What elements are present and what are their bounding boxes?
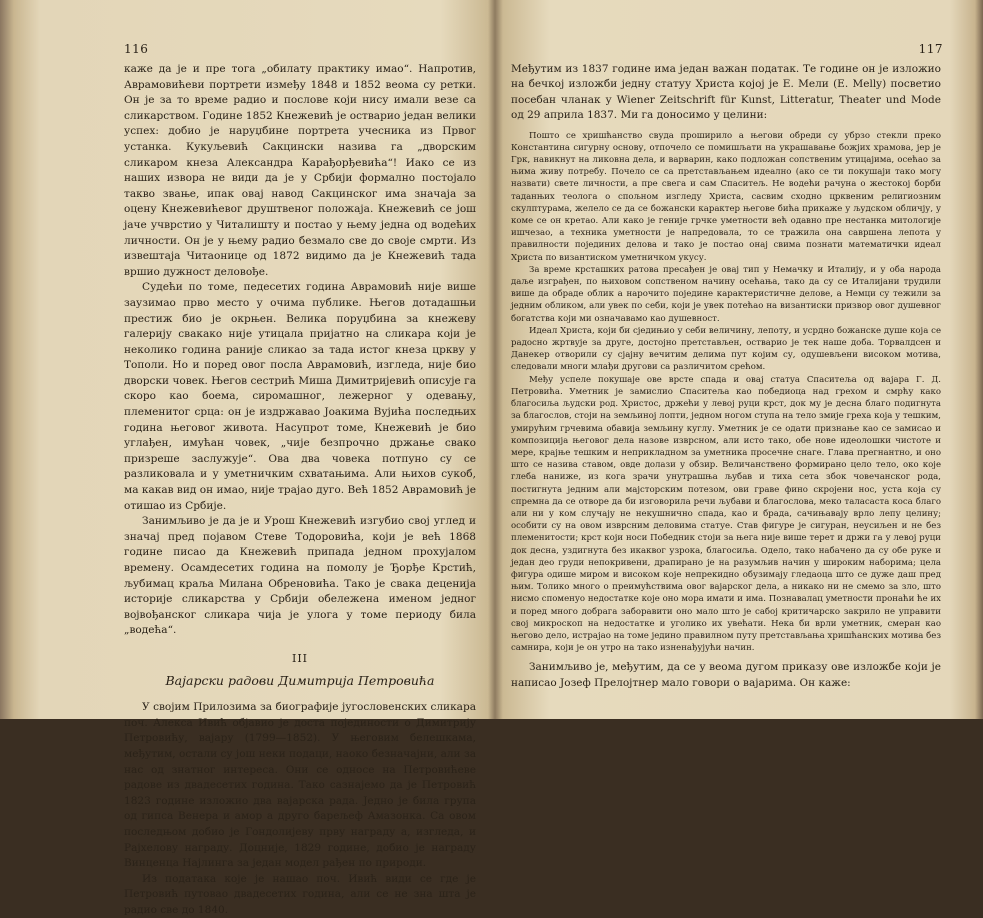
section-title: Вајарски радови Димитрија Петровића [165, 672, 435, 688]
section-paragraph-1: У својим Прилозима за биографије југословенских сликара поч. Алекса Ивић објавио је доста појединости о Димитрију Петровићу, вајару (1799—1852). У његовим белешкама, међутим, остали су још неки подаци, наоко безначајни, али за нас од знатног интереса. Они се односе на Петровићеве радове из двадесетих година. Тако сазнајемо да је Петровић 1823 године изложио два вајарска рада. Једно је била група од гипса Венера и амор а друго барељеф Амазонка. Са овом последњом добио је Гондолијеву прву награду а, изгледа, и Рајхелову награду. Доцније, 1829 године, добио је награду Винценца Најлинга за један модел рађен по природи. [124, 701, 476, 870]
quote-paragraph-3: Идеал Христа, који би сједињио у себи величину, лепоту, и усрдно божанске душе која се радосно жртвује за друге, достојно претстављен, остварио је тек наше доба. Торвалдсен и Данекер отворили су сјајну вечитим делима пут којим су, одушевљени високом мотива, следовали многи млађи другови са различитом срећом. [511, 325, 941, 373]
left-page [0, 0, 492, 916]
left-paragraph-2: Судећи по томе, педесетих година Аврамовић није више заузимао прво место у очима публике. Његов дотадашњи престиж био је окрњен. Велика поруџбина за кнежеву галерију свакако није утицала пријатно на сликара који је неколико година раније сликао за тада истог кнеза цркву у Тополи. Но и поред овог посла Аврамовић, изгледа, није био дворски човек. Његов сестрић Миша Димитријевић описује га скоро као боема, сиромашног, лежерног у одевању, племенитог срца: он је издржавао Јоакима Вујића последњих година његовог живота. Насупрот томе, Кнежевић је био углађен, имућан човек, „чије безпрочно држање свако призреше заслужује“. Ова два човека потпуно су се разликовала и у уметничким схватањима. Али њихов сукоб, ма какав вид он имао, није трајао дуго. Већ 1852 Аврамовић је отишао из Србије. [124, 281, 476, 512]
page-number-left: 116 [124, 42, 149, 56]
quote-paragraph-1: Пошто се хришћанство свуда проширило а његови обреди су убрзо стекли преко Константина сигурну основу, отпочело се помишљати на украшавање божјих храмова, јер је Грк, навикнут на ликовна дела, и варварин, како подложан сопственим утицајима, осећао за њима живу потребу. Почело се са претстављањем идеално (ако се ти покушаји тако могу назвати) свете личности, а пре свега и сам Спаситељ. Не водећи рачуна о жестокој борби таданњих теолога о спољном изгледу Христа, сасвим сходно црквеним религиозним скулптурама, желело се да се божански карактер његове бића прикаже у људском обличју, у коме се он кретао. Али како је генијe грчке уметности већ одавно пре нестанка митологије ишчезао, а техника уметности је напредовала, то се тражила она савршена лепота у правилности појединих делова и тако је постао онај свима познати математички идеал Христа по византиском уметничком укусу. [511, 130, 941, 263]
quote-paragraph-2: За време крсташких ратова пресађен је овај тип у Немачку и Италију, и у оба народа даље изграђен, по њиховом сопственом начину осећања, тако да су се Италијани трудили више да обраде облик а нарочито поједине карактеристичне делове, а Немци су тежили за једним обликом, али увек по себи, који је увек потећао на византиски призвор овог душевног богатства који ми означавамо као душевност. [511, 264, 941, 324]
right-text-block [511, 62, 941, 691]
right-page [493, 0, 983, 719]
right-outro-paragraph: Занимљиво је, међутим, да се у веома дугом приказу ове изложбе који је написао Јозеф Прелојтнер мало говори о вајарима. Он каже: [511, 661, 941, 689]
right-intro-paragraph: Међутим из 1837 године има један важан податак. Те године он је изложио на бечкој изложби једну статуу Христа којој је Е. Мели (Е. Melly) посветио посебан чланак у Wiener Zeitschrift für Kunst, Litteratur, Theater und Mode од 29 априла 1837. Ми га доносимо у целини: [511, 63, 941, 122]
section-paragraph-2: Из података које је нашао поч. Ивић види се где је Петровић путовао двадесетих година, али се не зна шта је радио све до 1840. [124, 872, 476, 916]
quote-paragraph-4: Међу успеле покушаје ове врсте спада и овај статуа Спаситеља од вајара Г. Д. Петровића. Уметник је замислио Спаситеља као победиоца над грехом и смрћу како благосиља људски род. Христос, држећи у левој руци крст, док му је десна благо подигнута за благослов, стоји на земљиној лопти, једном ногом ступа на тело змије греха која у тешким, умирућим грчевима обавија земљину куглу. Уметник је се одати признање као се замисао и композиција његовог дела назове изврсном, али исто тако, обе нове идеолошки чистоте и мере, крајње тешким и неприкладном за уметника просечне снаге. Глава прегнантно, и оно што се назива ставом, овде долази у обзир. Величанствено формирано цело тело, око које глеба наниже, из кога зрачи унутрашња љубав и тиха сета збок човечанског рода, постигнута једним али мајсторским потезом, ови граве фино скројени нос, уста која су спремна да се отворе да би изговорила речи љубави и благослова, меко таласаста коса благо али ни у ком случају не некушнично спада, као и брада, сачињавају врло лепу целину; особити су на овом изврсним деловима статуе. Став фигуре је сигуран, неусиљен и не без племенитости; крст који носи Победник стоји за њега није више терет и држи га у левој руци док десна, уздигнута без икаквог узрока, благосиља. Одело, тако набачено да су обе руке и један део груди непокривени, драпирано је на разумљив начин у широким наборима; цела фигура одише миром и високом које непрекидно обузимају гледаоца што се дуже даш пред њим. Толико много о преимућствима овог вајарског дела, а никако ни не смемо за зло, што нисмо споменуо недостатке које оно мора имати и има. Познавалац уметности пронаћи ће их и поред много добрага заборавити оно мало што је сабој критичарско закрило не управити свој микроскоп на недостатке и уголико их увећати. Нека би врли уметник, смеран као његово дело, истрајао на томе једино правилном путу претстављања хришћанских мотива без самнира, који је он утро на тако изненађујући начин. [511, 374, 941, 654]
left-text-block [124, 62, 476, 918]
page-number-right: 117 [918, 42, 943, 56]
section-number: III [291, 651, 309, 665]
left-paragraph-3: Занимљиво је да је и Урош Кнежевић изгубио свој углед и значај пред појавом Стеве Тодоровића, који је већ 1868 године писао да Кнежевић припада једном прохујалом времену. Осамдесетих година на помолу је Ђорђе Крстић, љубимац краља Милана Обреновића. Тако је свака деценија историје сликарства у Србији обележена именом једног војвођанског сликара чија је улога у томе периоду била „водећа“. [124, 515, 476, 637]
quoted-article [511, 130, 941, 655]
left-paragraph-1: каже да је и пре тога „обилату практику имао“. Напротив, Аврамовићеви портрети између 1848 и 1852 веома су ретки. Он је за то време радио и послове који нису имали везе са сликарством. Године 1852 Кнежевић је остварио један велики успех: добио је наруџбине портрета учесника из Првог устанка. Кукуљевић Сакцински назива га „дворским сликаром кнеза Александра Карађорђевића“! Иако се из наших извора не види да је у Србији формално постојало такво звање, ипак овај навод Сакцинског има значаја за оцену Кнежевићевог друштвеног положаја. Кнежевић се још јаче учврстио у Читалишту и постао у њему једна од водећих личности. Он је у њему радио безмало све до своје смрти. Из извештаја Читаонице од 1872 видимо да је Кнежевић тада вршио дужност деловође. [124, 63, 476, 278]
